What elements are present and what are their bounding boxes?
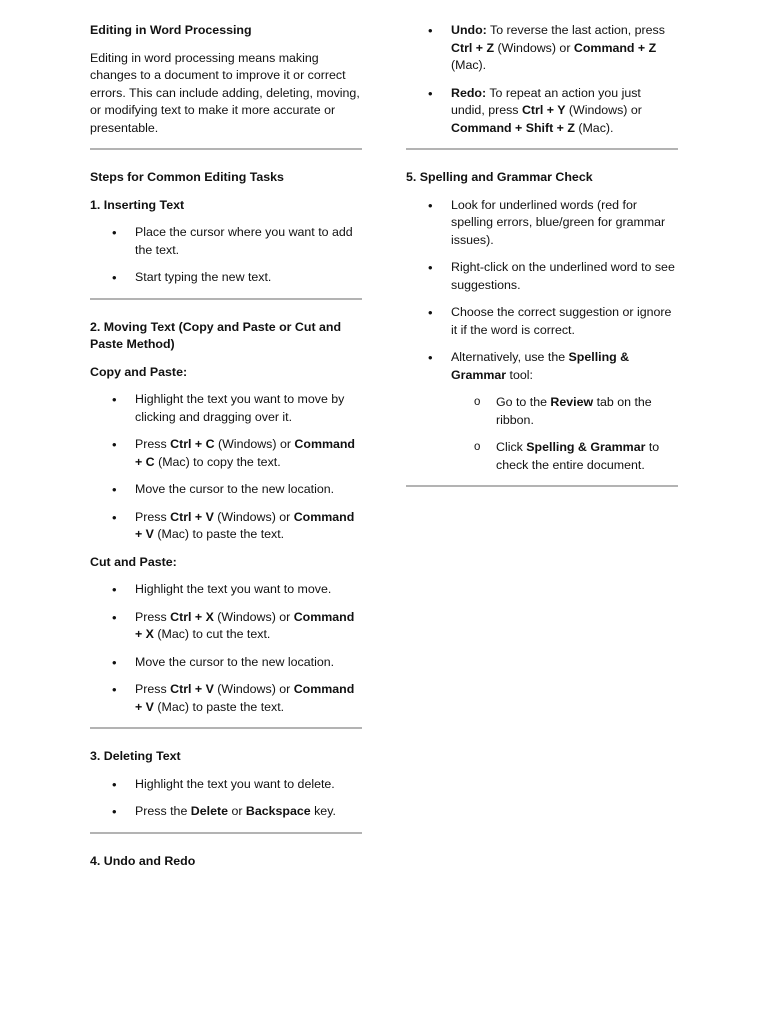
section-divider bbox=[90, 727, 362, 729]
spelling-list bbox=[406, 197, 678, 385]
bold-text: Undo: bbox=[451, 23, 487, 37]
steps-title: Steps for Common Editing Tasks bbox=[90, 170, 284, 184]
list-item: o Go to the Review tab on the ribbon. bbox=[406, 394, 678, 429]
section-divider bbox=[406, 148, 678, 150]
bold-text: Ctrl + C bbox=[170, 437, 215, 451]
section-divider bbox=[90, 148, 362, 150]
bold-text: Command + C bbox=[135, 437, 356, 469]
bold-text: Command + Z bbox=[573, 40, 657, 55]
list-item: • Press Ctrl + V (Windows) or Command + V (Mac) to paste the text. bbox=[90, 681, 362, 716]
bold-text: Ctrl + X bbox=[170, 609, 214, 624]
copy-paste-title: Copy and Paste: bbox=[90, 364, 188, 379]
undo-redo-list bbox=[406, 22, 678, 137]
inserting-title: 1. Inserting Text bbox=[90, 197, 185, 212]
list-item: • Place the cursor where you want to add the text. bbox=[90, 224, 362, 259]
bold-text: Backspace bbox=[245, 804, 311, 818]
list-item: • Highlight the text you want to move by clicking and dragging over it. bbox=[90, 391, 362, 426]
bold-text: Command + Shift + Z bbox=[451, 120, 575, 135]
bold-text: Review bbox=[550, 395, 594, 409]
list-item: • Move the cursor to the new location. bbox=[90, 481, 362, 499]
list-item: • Highlight the text you want to move. bbox=[90, 581, 362, 599]
undo-title: 4. Undo and Redo bbox=[90, 853, 196, 868]
spelling-title: 5. Spelling and Grammar Check bbox=[406, 170, 593, 184]
list-item: • Press Ctrl + X (Windows) or Command + X (Mac) to cut the text. bbox=[90, 609, 362, 644]
list-item: • Highlight the text you want to delete. bbox=[90, 776, 362, 794]
bold-text: Redo: bbox=[451, 85, 487, 100]
section-divider bbox=[90, 832, 362, 834]
bold-text: Spelling & Grammar bbox=[451, 350, 630, 382]
bold-text: Ctrl + V bbox=[170, 682, 214, 696]
inserting-list bbox=[90, 224, 362, 287]
deleting-list bbox=[90, 776, 362, 821]
list-item: o Click Spelling & Grammar to check the entire document. bbox=[406, 439, 678, 474]
bold-text: Command + V bbox=[135, 682, 355, 714]
list-item: • Press Ctrl + C (Windows) or Command + C (Mac) to copy the text. bbox=[90, 436, 362, 471]
deleting-title: 3. Deleting Text bbox=[90, 749, 181, 763]
list-item: • Press Ctrl + V (Windows) or Command + V (Mac) to paste the text. bbox=[90, 509, 362, 544]
cut-paste-list bbox=[90, 581, 362, 716]
bold-text: Command + X bbox=[135, 609, 355, 641]
bold-text: Ctrl + V bbox=[170, 509, 214, 524]
list-item: • Undo: To reverse the last action, press Ctrl + Z (Windows) or Command + Z (Mac). bbox=[406, 22, 678, 75]
cut-paste-title: Cut and Paste: bbox=[90, 554, 177, 569]
list-item: • Start typing the new text. bbox=[90, 269, 362, 287]
section-divider bbox=[406, 485, 678, 487]
right-column bbox=[406, 22, 678, 506]
copy-paste-list bbox=[90, 391, 362, 544]
bold-text: Ctrl + Y bbox=[521, 103, 566, 117]
intro-paragraph: Editing in word processing means making changes to a document to improve it or correct errors. This can include adding, deleting, moving, or modifying text to make it more accurate or presentable. bbox=[90, 50, 360, 135]
bold-text: Delete bbox=[190, 804, 228, 818]
bold-text: Command + V bbox=[135, 509, 355, 541]
list-item: • Look for underlined words (red for spelling errors, blue/green for grammar issues). bbox=[406, 197, 678, 250]
list-item: • Choose the correct suggestion or ignore it if the word is correct. bbox=[406, 304, 678, 339]
bold-text: Spelling & Grammar bbox=[526, 440, 646, 454]
list-item: • Alternatively, use the Spelling & Grammar tool: bbox=[406, 349, 678, 384]
moving-title: 2. Moving Text (Copy and Paste or Cut and Paste Method) bbox=[90, 319, 342, 351]
spelling-sub-list bbox=[406, 394, 678, 474]
section-divider bbox=[90, 298, 362, 300]
bold-text: Ctrl + Z bbox=[451, 40, 495, 55]
list-item: • Move the cursor to the new location. bbox=[90, 654, 362, 672]
list-item: • Press the Delete or Backspace key. bbox=[90, 803, 362, 821]
list-item: • Right-click on the underlined word to see suggestions. bbox=[406, 259, 678, 294]
list-item: • Redo: To repeat an action you just undid, press Ctrl + Y (Windows) or Command + Shift + Z (Mac). bbox=[406, 85, 678, 138]
left-column bbox=[90, 22, 362, 870]
intro-title: Editing in Word Processing bbox=[90, 23, 252, 37]
